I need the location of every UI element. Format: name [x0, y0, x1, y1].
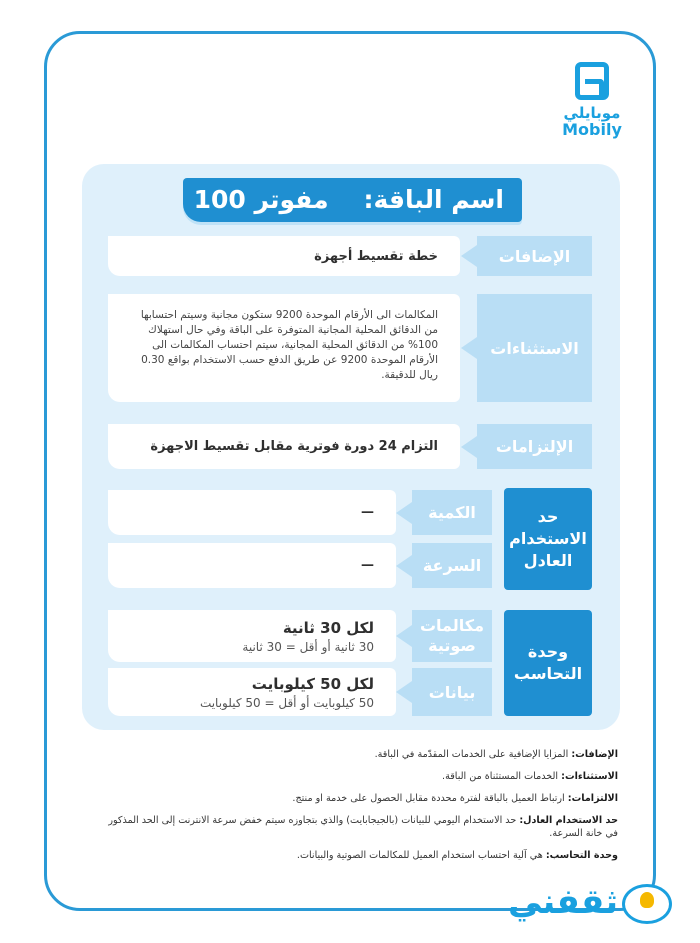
- commitments-label: الإلتزامات: [477, 424, 592, 469]
- data-main: لكل 50 كيلوبايت: [251, 674, 374, 693]
- commitments-value: التزام 24 دورة فوترية مقابل تقسيط الاجهزة: [108, 424, 460, 469]
- mobily-logo-icon: [575, 62, 609, 100]
- voice-sub: 30 ثانية أو أقل = 30 ثانية: [242, 639, 374, 654]
- fair-use-quantity-value: [108, 490, 396, 535]
- mobily-logo: [562, 62, 622, 138]
- fair-use-speed-value: [108, 543, 396, 588]
- fair-use-quantity-label: الكمية: [412, 490, 492, 535]
- footer-watermark: [490, 880, 680, 932]
- definitions-list: [108, 748, 618, 871]
- data-value: [108, 668, 396, 716]
- fair-use-speed-label: السرعة: [412, 543, 492, 588]
- billing-unit-group-label: وحدة التحاسب: [504, 610, 592, 716]
- addons-label: الإضافات: [477, 236, 592, 276]
- data-sub: 50 كيلوبايت أو أقل = 50 كيلوبايت: [199, 695, 374, 710]
- definition-item: الإضافات: المزايا الإضافية على الخدمات المقدّمة في الباقة.: [374, 749, 618, 760]
- plan-title-label: اسم الباقة:: [363, 185, 504, 214]
- lightbulb-icon: [640, 892, 654, 908]
- addons-value: خطة تقسيط أجهزة: [108, 236, 460, 276]
- voice-label: مكالمات صوتية: [412, 610, 492, 662]
- plan-title-value: مفوتر 100: [193, 185, 329, 214]
- fair-use-group-label: حد الاستخدام العادل: [504, 488, 592, 590]
- definition-item: الاستثناءات: الخدمات المستثناة من الباقة.: [442, 771, 618, 782]
- plan-title: [183, 178, 522, 222]
- exceptions-value: المكالمات الى الأرقام الموحدة 9200 ستكون مجانية وسيتم احتسابها من الدقائق المحلية المجانية المتوفرة على الباقة وفي حال استهلاك 100% من الدقائق المحلية المجانية، سيتم احتساب المكالمات الى الأرقام الموحدة 9200 عن طريق الدفع حسب الاستخدام بواقع 0.30 ريال للدقيقة.: [108, 294, 460, 402]
- watermark-text: ثقفني: [508, 882, 618, 922]
- voice-main: لكل 30 ثانية: [282, 618, 374, 637]
- quantity-dash: —: [361, 505, 374, 520]
- voice-value: [108, 610, 396, 662]
- exceptions-label: الاستثناءات: [477, 294, 592, 402]
- definition-item: حد الاستخدام العادل: حد الاستخدام اليومي للبيانات (بالجيجابايت) والذي بتجاوزه سيتم خفض سرعة الانترنت إلى الحد المذكور في خانة السرعة.: [108, 815, 618, 839]
- logo-english: Mobily: [562, 120, 622, 139]
- logo-arabic: موبايلي: [563, 104, 621, 122]
- speed-dash: —: [361, 558, 374, 573]
- definition-item: وحدة التحاسب: هي آلية احتساب استخدام العميل للمكالمات الصوتية والبيانات.: [296, 850, 618, 861]
- definition-item: الالتزامات: ارتباط العميل بالباقة لفترة محددة مقابل الحصول على خدمة او منتج.: [292, 793, 618, 804]
- data-label: بيانات: [412, 668, 492, 716]
